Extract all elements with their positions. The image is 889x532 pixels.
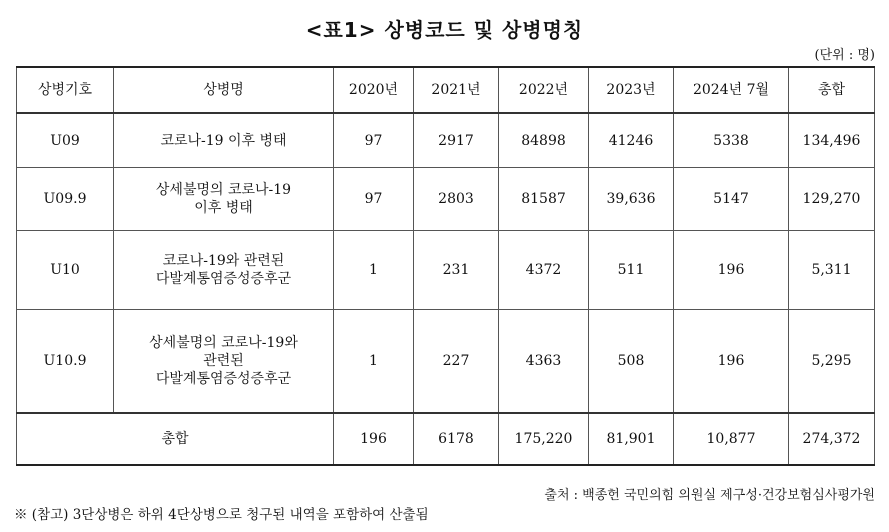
- total-2022: 175,220: [499, 413, 589, 465]
- total-row: [17, 413, 875, 465]
- cell-total: 129,270: [789, 168, 875, 231]
- cell-2024: 5338: [674, 113, 789, 168]
- table-title: <표1> 상병코드 및 상병명칭: [305, 18, 584, 42]
- cell-2023: 511: [589, 231, 674, 310]
- disease-code-table: [16, 66, 875, 466]
- total-2024: 10,877: [674, 413, 789, 465]
- cell-2020: 1: [334, 231, 414, 310]
- total-label: 총합: [17, 413, 334, 465]
- cell-code: U10.9: [17, 310, 114, 414]
- cell-2020: 97: [334, 113, 414, 168]
- cell-2021: 231: [414, 231, 499, 310]
- unit-label: (단위 : 명): [814, 48, 875, 63]
- table-row: [17, 231, 875, 310]
- cell-code: U09: [17, 113, 114, 168]
- cell-2022: 4372: [499, 231, 589, 310]
- cell-2021: 2917: [414, 113, 499, 168]
- cell-2020: 97: [334, 168, 414, 231]
- header-2022: 2022년: [499, 67, 589, 113]
- total-2023: 81,901: [589, 413, 674, 465]
- cell-2020: 1: [334, 310, 414, 414]
- header-code: 상병기호: [17, 67, 114, 113]
- cell-name: 코로나-19와 관련된 다발계통염증성증후군: [114, 231, 334, 310]
- header-2021: 2021년: [414, 67, 499, 113]
- header-2024-july: 2024년 7월: [674, 67, 789, 113]
- cell-name: 상세불명의 코로나-19 이후 병태: [114, 168, 334, 231]
- cell-2023: 41246: [589, 113, 674, 168]
- cell-2024: 196: [674, 231, 789, 310]
- cell-2022: 84898: [499, 113, 589, 168]
- source-text: 출처 : 백종헌 국민의힘 의원실 제구성·건강보험심사평가원: [544, 488, 875, 503]
- total-2020: 196: [334, 413, 414, 465]
- total-sum: 274,372: [789, 413, 875, 465]
- cell-2021: 227: [414, 310, 499, 414]
- cell-code: U10: [17, 231, 114, 310]
- cell-2021: 2803: [414, 168, 499, 231]
- cell-total: 5,295: [789, 310, 875, 414]
- cell-2022: 81587: [499, 168, 589, 231]
- header-2023: 2023년: [589, 67, 674, 113]
- header-row: [17, 67, 875, 113]
- cell-2024: 196: [674, 310, 789, 414]
- cell-total: 5,311: [789, 231, 875, 310]
- header-2020: 2020년: [334, 67, 414, 113]
- reference-note: ※ (참고) 3단상병은 하위 4단상병으로 청구된 내역을 포함하여 산출됨: [14, 507, 429, 523]
- cell-name: 코로나-19 이후 병태: [114, 113, 334, 168]
- table-row: [17, 310, 875, 414]
- cell-2023: 508: [589, 310, 674, 414]
- total-2021: 6178: [414, 413, 499, 465]
- cell-name: 상세불명의 코로나-19와 관련된 다발계통염증성증후군: [114, 310, 334, 414]
- cell-2023: 39,636: [589, 168, 674, 231]
- table-row: [17, 168, 875, 231]
- header-total: 총합: [789, 67, 875, 113]
- cell-2024: 5147: [674, 168, 789, 231]
- table-row: [17, 113, 875, 168]
- cell-2022: 4363: [499, 310, 589, 414]
- cell-total: 134,496: [789, 113, 875, 168]
- header-name: 상병명: [114, 67, 334, 113]
- cell-code: U09.9: [17, 168, 114, 231]
